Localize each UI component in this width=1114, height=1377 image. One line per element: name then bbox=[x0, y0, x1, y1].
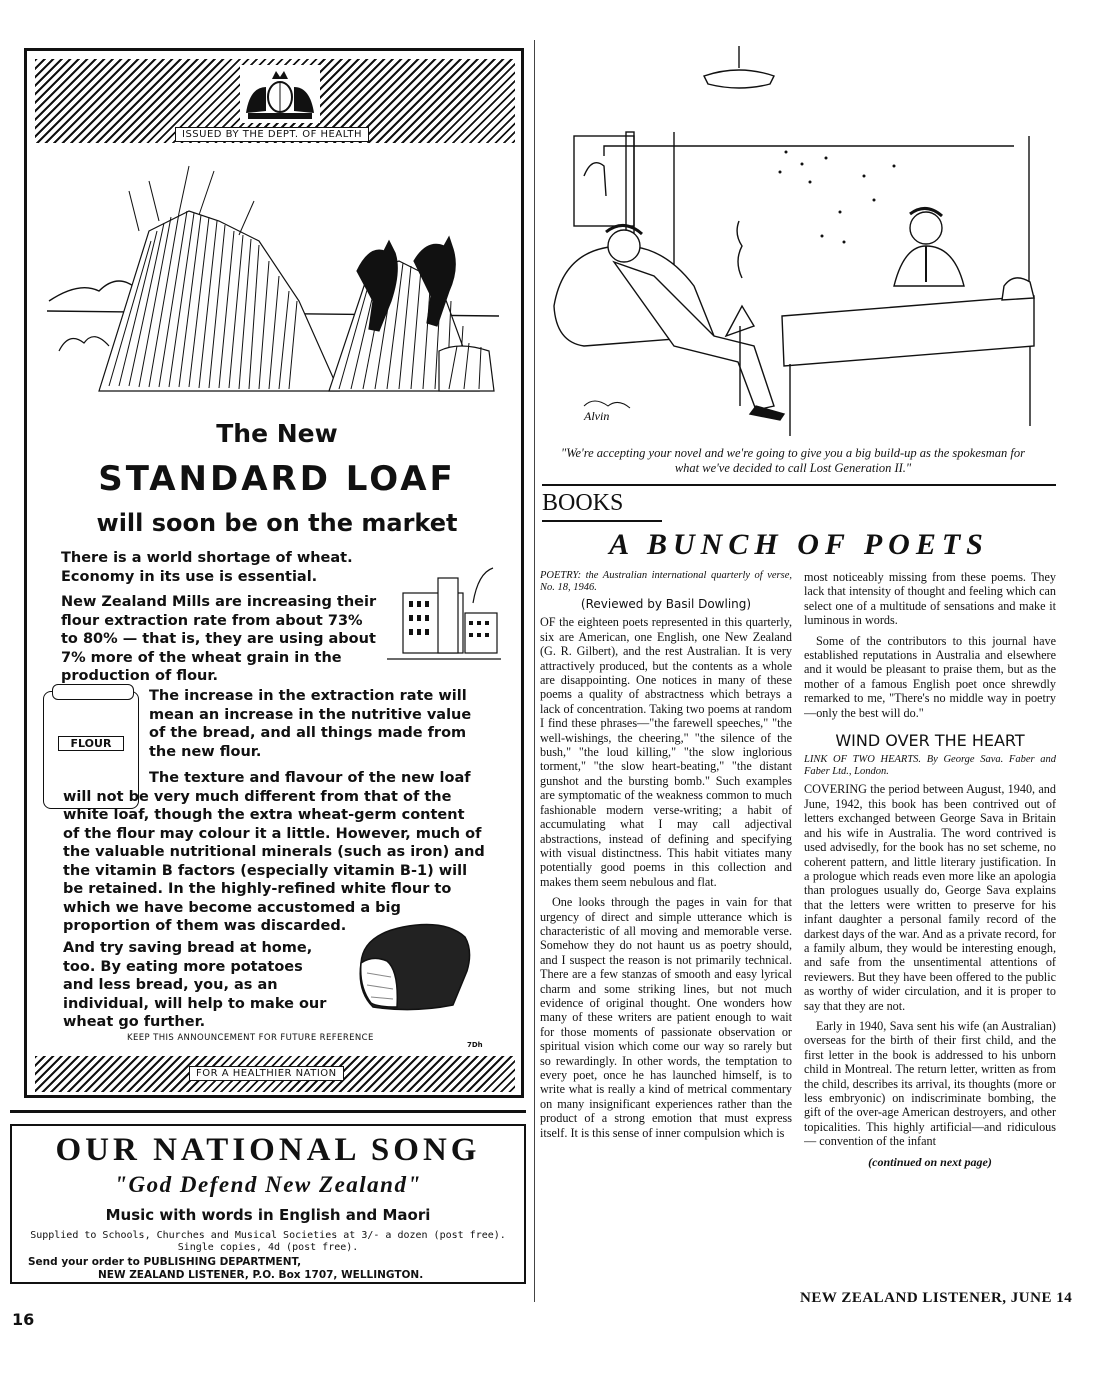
review2-para-1: COVERING the period between August, 1940, and June, 1942, this book has been contrived out of letters exchanged between George Sava in Britain and his wife in Australia. The word contrived is used advisedly, for the book has no set scheme, no coherent pattern, and little literary justification. In a prologue which reads even more like an apologia than prologues usually do, George Sava explains that the letters were written to preserve for his infant daughter a personal family record of the darkest days of the war. And as a private record, for a family album, they would be interesting enough, and safe from the unsentimental attentions of reviewers. But they have been offered to the public as worthy of wider circulation, and it is proper to say that they are not. bbox=[804, 782, 1056, 1013]
review1-para-4: Some of the contributors to this journal have established reputations in Australia and elsewhere and it would be pleasant to praise them, but as the mother of a famous English poet once shrewdly remarked to me, "There's no middle way in poetry—only the best will do." bbox=[804, 633, 1056, 720]
ad-headline-market: will soon be on the market bbox=[96, 509, 458, 537]
masthead-footer: NEW ZEALAND LISTENER, JUNE 14 bbox=[800, 1290, 1073, 1306]
song-music-line: Music with words in English and Maori bbox=[105, 1206, 431, 1224]
ad-headline-the-new: The New bbox=[216, 419, 338, 448]
ad-divider bbox=[10, 1110, 526, 1113]
review-column-left bbox=[540, 570, 792, 1288]
song-order-line-2: NEW ZEALAND LISTENER, P.O. Box 1707, WELLINGTON. bbox=[98, 1269, 424, 1281]
review1-byline: (Reviewed by Basil Dowling) bbox=[580, 597, 752, 611]
review2-source: LINK OF TWO HEARTS. By George Sava. Faber and Faber Ltd., London. bbox=[804, 754, 1056, 778]
books-section-label: BOOKS bbox=[542, 490, 624, 516]
coat-of-arms-icon bbox=[240, 65, 320, 123]
flour-bag-icon: FLOUR bbox=[43, 691, 139, 809]
column-divider bbox=[534, 40, 535, 1302]
review-column-right bbox=[804, 570, 1056, 1288]
ad-header-hatch bbox=[35, 59, 515, 143]
ad-para-nutritive: The increase in the extraction rate will mean an increase in the nutritive value of the bread, and all things made from the new flour. bbox=[149, 688, 472, 760]
flour-mill-icon bbox=[383, 563, 503, 663]
continued-notice: (continued on next page) bbox=[868, 1154, 992, 1169]
cartoon-signature: Alvin bbox=[584, 409, 610, 423]
review1-source: POETRY: the Australian international quarterly of verse, No. 18, 1946. bbox=[540, 570, 792, 593]
review1-para-3: most noticeably missing from these poems. They lack that intensity of thought and feeling which can select one of a multitude of sensations and make it luminous in words. bbox=[804, 570, 1056, 628]
review2-heading: WIND OVER THE HEART bbox=[835, 731, 1025, 751]
ad-keep-notice: KEEP THIS ANNOUNCEMENT FOR FUTURE REFERENCE bbox=[127, 1033, 374, 1043]
ad-para-extraction-rate: New Zealand Mills are increasing their flour extraction rate from about 73% to 80% — that is, they are using about 7% more of the wheat grain in the production of flour. bbox=[61, 594, 377, 684]
national-song-box bbox=[10, 1124, 526, 1284]
ad-para-texture: The texture and flavour of the new loaf will not be very much different from that of the white loaf, though the extra wheat-germ content of the flour may colour it a little. However, much of the valuable nutritional minerals (such as iron) and the vitamin B factors (especially vitamin B-1) will be retained. In the highly-refined white flour to which we have become accustomed a big proportion of them was discarded. bbox=[63, 770, 485, 934]
song-subtitle: "God Defend New Zealand" bbox=[114, 1172, 422, 1197]
page-number: 16 bbox=[12, 1310, 35, 1329]
ad-footer-hatch bbox=[35, 1056, 515, 1092]
song-order-line-1: Send your order to PUBLISHING DEPARTMENT, bbox=[28, 1256, 302, 1268]
cartoon-illustration bbox=[544, 46, 1054, 446]
review2-para-2: Early in 1940, Sava sent his wife (an Australian) overseas for the birth of their first child, and the first letter in the book is addressed to his unborn child in Montreal. The return letter, written as from the child, describes its arrival, its thoughts (more or less embryonic) on indiscriminate bombing, the gift of the over-age American destroyers, and other topicalities. This highly artificial—and ridiculous — convention of the infant bbox=[804, 1018, 1056, 1149]
ad-para-saving: And try saving bread at home, too. By eating more potatoes and less bread, you, as an individual, will help to make our wheat go further. bbox=[63, 940, 327, 1030]
cartoon-rule bbox=[542, 484, 1056, 486]
song-supply-line: Supplied to Schools, Churches and Musical Societies at 3/- a dozen (post free). bbox=[30, 1230, 506, 1241]
standard-loaf-advertisement bbox=[24, 48, 524, 1098]
review1-para-1: OF the eighteen poets represented in this quarterly, six are American, one English, one New Zealand (G. R. Gilbert), and the rest Australian. It is very attractively produced, but the contents as a whole are disappointing. One notices in many of these poems a quality of abstractness which betrays a lack of concentration. Taking two poems at random I find these phrases—"the farewell speeches," "the well-wishings, the cheering," "the silence of the bush," "the loud killing," "the slow inglorious torment," "the slow heart-beating," "the distant gunshot and the bursting bomb." Such examples are symptomatic of the weakness common to much fashionable modern verse-writing; a habit of accumulating what I may call adjectival abstractions, instead of defining and specifying with visual distinctness. This habit vitiates many potentially good poems in this collection and makes them seem nebulous and flat. bbox=[540, 615, 792, 889]
ad-headline-standard-loaf: STANDARD LOAF bbox=[98, 459, 456, 499]
books-rule bbox=[542, 520, 662, 522]
song-single-copies: Single copies, 4d (post free). bbox=[177, 1242, 359, 1253]
bread-loaf-icon bbox=[353, 911, 475, 1015]
ad-code: 7Dh bbox=[467, 1041, 483, 1049]
wheat-stooks-illustration bbox=[39, 151, 509, 401]
ad-para-shortage: There is a world shortage of wheat. Economy in its use is essential. bbox=[61, 550, 353, 585]
cartoon-caption: "We're accepting your novel and we're going to give you a big build-up as the spokesman for what we've decided to call Lost Generation II." bbox=[561, 446, 1025, 475]
issued-by-badge: ISSUED BY THE DEPT. OF HEALTH bbox=[175, 127, 369, 142]
healthier-nation-badge: FOR A HEALTHIER NATION bbox=[189, 1066, 344, 1081]
review1-para-2: One looks through the pages in vain for that urgency of direct and simple utterance which is characteristic of all moving and memorable verse. Somehow they do not haunt us as poetry should, and I suspect the reason is not primarily technical. There are a few stanzas of smooth and easy lyrical charm and some striking lines, but not much evidence of original thought. One wonders how many of these writers are patient enough to wait for those moments of passionate observation or spiritual vision which come our way so rarely but so rewardingly. In other words, the temptation to every poet, once he has launched himself, is to write what is really a kind of metrical commentary on many insignificant experiences rather than the product of a strong emotion that must express itself. It is this sense of inner compulsion which is bbox=[540, 895, 792, 1140]
books-title: A BUNCH OF POETS bbox=[609, 528, 989, 561]
song-title: OUR NATIONAL SONG bbox=[55, 1132, 481, 1168]
